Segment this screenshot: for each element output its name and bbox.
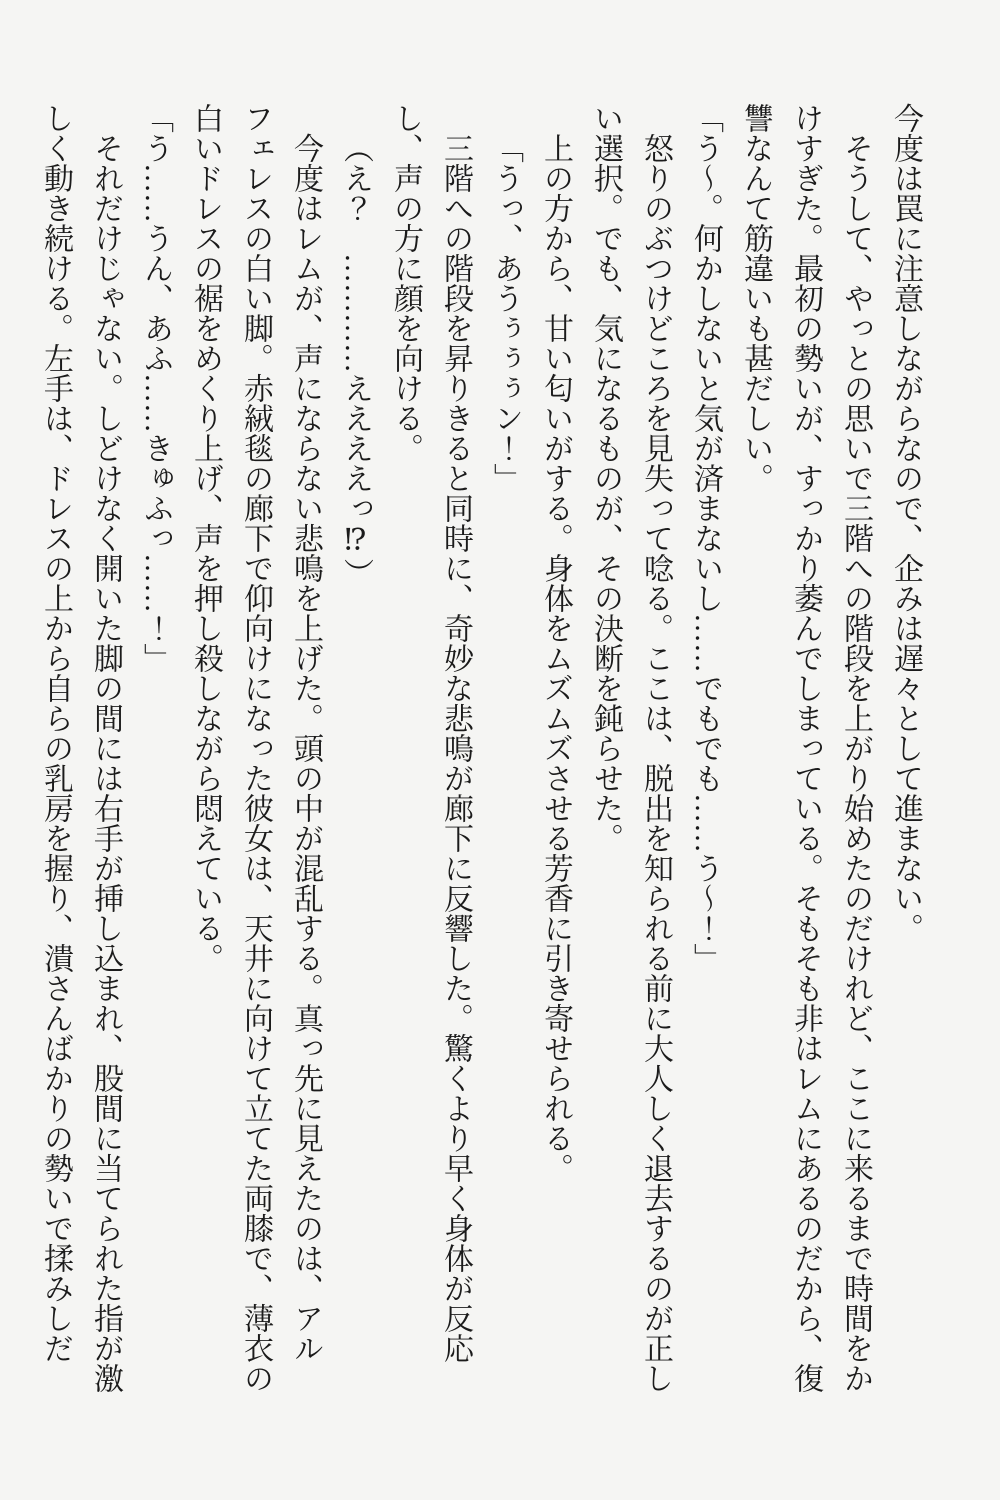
text-column: 三階への階段を昇りきると同時に、奇妙な悲鳴が廊下に反響した。驚くより早く身体が反応 [439, 133, 472, 1363]
text-column: しく動き続ける。左手は、ドレスの上から自らの乳房を握り、潰さんばかりの勢いで揉みしだ [39, 103, 72, 1363]
text-column: けすぎた。最初の勢いが、すっかり萎んでしまっている。そもそも非はレムにあるのだから、復 [789, 103, 822, 1393]
text-column: 上の方から、甘い匂いがする。身体をムズムズさせる芳香に引き寄せられる。 [539, 133, 572, 1183]
text-column: それだけじゃない。しどけなく開いた脚の間には右手が挿し込まれ、股間に当てられた指が激 [89, 133, 122, 1393]
text-column: 今度はレムが、声にならない悲鳴を上げた。頭の中が混乱する。真っ先に見えたのは、アル [289, 133, 322, 1363]
text-column: 「う……うん、あふ……きゅふっ……！」 [139, 103, 172, 673]
text-column: 白いドレスの裾をめくり上げ、声を押し殺しながら悶えている。 [189, 103, 222, 973]
text-column: い選択。でも、気になるものが、その決断を鈍らせた。 [589, 103, 622, 853]
text-column: フェレスの白い脚。赤絨毯の廊下で仰向けになった彼女は、天井に向けて立てた両膝で、薄衣の [239, 103, 272, 1393]
text-column: 「うっ、あうぅぅぅン！」 [489, 133, 522, 493]
text-column: 「う～。何かしないと気が済まないし……でもでも……う～！」 [689, 103, 722, 973]
text-column: 今度は罠に注意しながらなので、企みは遅々として進まない。 [889, 103, 922, 943]
text-column: し、声の方に顔を向ける。 [389, 103, 422, 463]
text-column: そうして、やっとの思いで三階への階段を上がり始めたのだけれど、ここに来るまで時間をか [839, 133, 872, 1393]
text-column: 怒りのぶつけどころを見失って唸る。ここは、脱出を知られる前に大人しく退去するのが正し [639, 133, 672, 1393]
text-column: （え？ …………ええええっ⁉） [339, 133, 372, 588]
text-block [30, 103, 930, 1418]
text-column: 讐なんて筋違いも甚だしい。 [739, 103, 772, 493]
